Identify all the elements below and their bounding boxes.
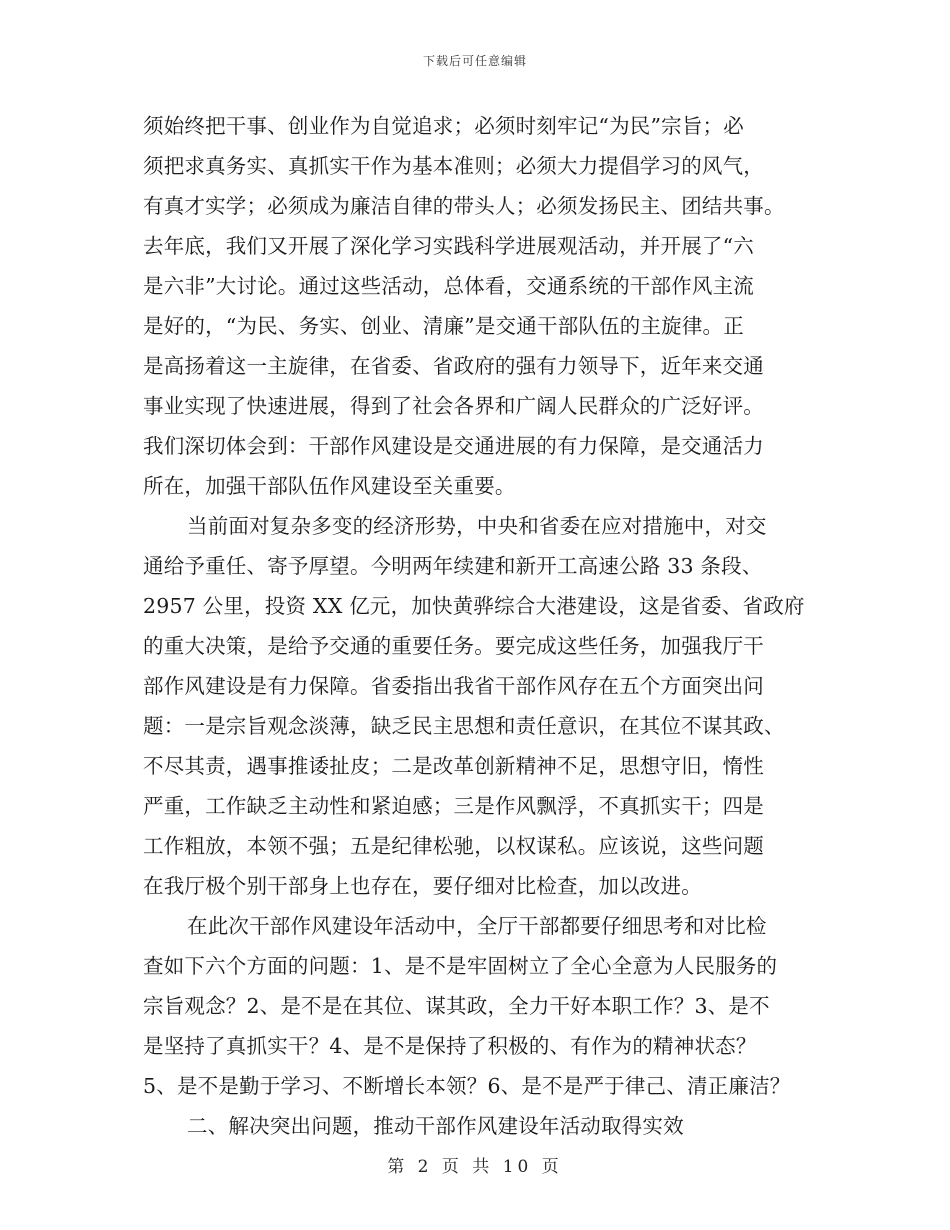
text-line: 须始终把干事、创业作为自觉追求；必须时刻牢记“为民”宗旨；必 <box>143 114 744 138</box>
text-line: 是坚持了真抓实干？4、是不是保持了积极的、有作为的精神状态？ <box>143 1034 757 1058</box>
text-line: 的重大决策，是给予交通的重要任务。要完成这些任务，加强我厅干 <box>143 634 764 658</box>
text-line: 不尽其责，遇事推诿扯皮；二是改革创新精神不足，思想守旧，惰性 <box>143 754 764 778</box>
section-heading: 二、解决突出问题，推动干部作风建设年活动取得实效 <box>187 1114 684 1138</box>
text-line: 是六非”大讨论。通过这些活动，总体看，交通系统的干部作风主流 <box>143 274 754 298</box>
text-line: 严重，工作缺乏主动性和紧迫感；三是作风飘浮，不真抓实干；四是 <box>143 794 764 818</box>
text-line: 查如下六个方面的问题：1、是不是牢固树立了全心全意为人民服务的 <box>143 954 778 978</box>
page-header: 下载后可任意编辑 <box>422 54 527 68</box>
text-line: 事业实现了快速进展，得到了社会各界和广阔人民群众的广泛好评。 <box>143 394 764 418</box>
document-body <box>143 106 807 1146</box>
text-line: 2957 公里，投资 XX 亿元，加快黄骅综合大港建设，这是省委、省政府 <box>143 594 805 618</box>
text-line: 宗旨观念？2、是不是在其位、谋其政，全力干好本职工作？3、是不 <box>143 994 770 1018</box>
text-line: 通给予重任、寄予厚望。今明两年续建和新开工高速公路 33 条段、 <box>143 554 763 578</box>
text-line: 是高扬着这一主旋律，在省委、省政府的强有力领导下，近年来交通 <box>143 354 764 378</box>
text-line: 题：一是宗旨观念淡薄，缺乏民主思想和责任意识，在其位不谋其政、 <box>143 714 785 738</box>
text-line: 须把求真务实、真抓实干作为基本准则；必须大力提倡学习的风气， <box>143 154 764 178</box>
text-line: 去年底，我们又开展了深化学习实践科学进展观活动，并开展了“六 <box>143 234 754 258</box>
page-footer: 第 2 页 共 10 页 <box>387 1157 563 1177</box>
text-line: 在我厅极个别干部身上也存在，要仔细对比检查，加以改进。 <box>143 874 702 898</box>
text-line: 我们深切体会到：干部作风建设是交通进展的有力保障，是交通活力 <box>143 434 764 458</box>
text-line: 部作风建设是有力保障。省委指出我省干部作风存在五个方面突出问 <box>143 674 764 698</box>
text-line: 工作粗放，本领不强；五是纪律松驰，以权谋私。应该说，这些问题 <box>143 834 764 858</box>
text-line: 有真才实学；必须成为廉洁自律的带头人；必须发扬民主、团结共事。 <box>143 194 785 218</box>
text-line: 所在，加强干部队伍作风建设至关重要。 <box>143 474 516 498</box>
paragraph-start-line: 当前面对复杂多变的经济形势，中央和省委在应对措施中，对交 <box>187 514 767 538</box>
text-line: 是好的，“为民、务实、创业、清廉”是交通干部队伍的主旋律。正 <box>143 314 744 338</box>
paragraph-start-line: 在此次干部作风建设年活动中，全厅干部都要仔细思考和对比检 <box>187 914 767 938</box>
text-line: 5、是不是勤于学习、不断增长本领？6、是不是严于律己、清正廉洁？ <box>143 1074 791 1098</box>
